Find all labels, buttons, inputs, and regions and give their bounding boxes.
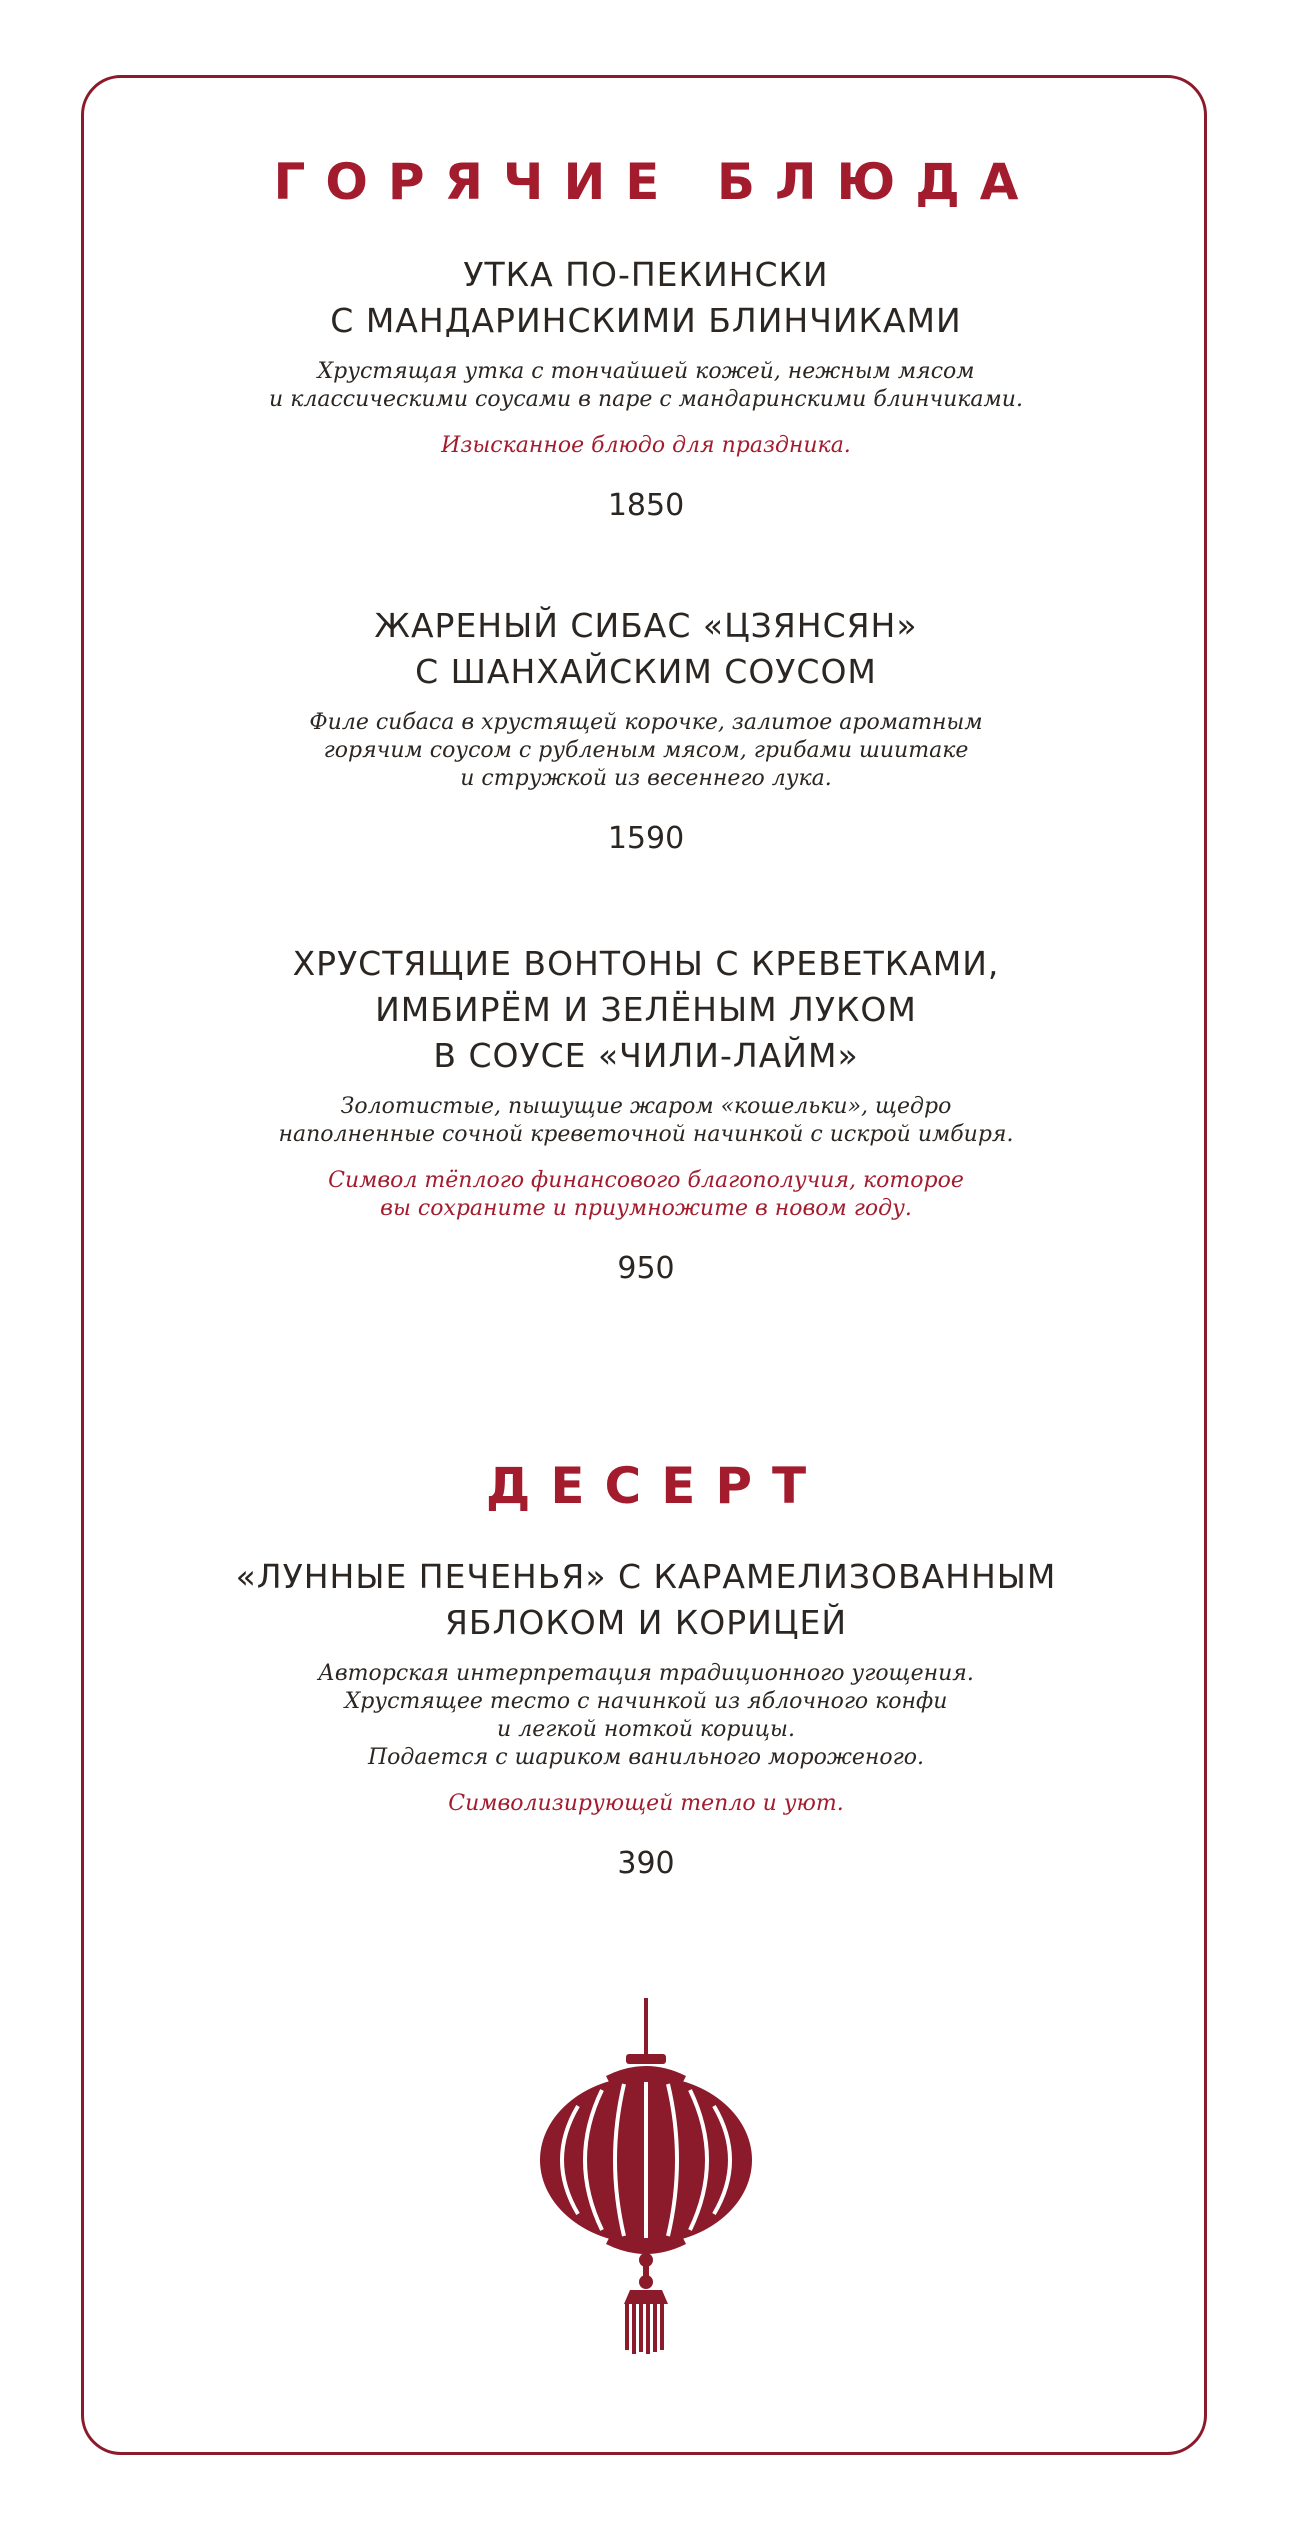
chinese-lantern-icon — [536, 1998, 756, 2354]
section-title-hot-dishes: ГОРЯЧИЕ БЛЮДА — [273, 153, 1039, 211]
dish-description: Филе сибаса в хрустящей корочке, залитое ароматным горячим соусом с рубленым мясом, грибами шиитаке и стружкой из весеннего лука. — [309, 710, 983, 791]
dish-description: Хрустящая утка с тончайшей кожей, нежным мясом и классическими соусами в паре с мандаринскими блинчиками. — [269, 359, 1023, 412]
dish-price: 1590 — [607, 821, 685, 856]
dish-price: 1850 — [607, 488, 685, 523]
dish-name: ЖАРЕНЫЙ СИБАС «ЦЗЯНСЯН» С ШАНХАЙСКИМ СОУСОМ — [374, 606, 918, 691]
menu-item — [0, 252, 1292, 526]
dish-note: Изысканное блюдо для праздника. — [441, 433, 851, 458]
menu-item — [0, 603, 1292, 859]
dish-price: 950 — [617, 1251, 675, 1286]
dish-name: УТКА ПО-ПЕКИНСКИ С МАНДАРИНСКИМИ БЛИНЧИКАМИ — [330, 255, 962, 340]
dish-price: 390 — [617, 1846, 675, 1881]
dish-description: Золотистые, пышущие жаром «кошельки», щедро наполненные сочной креветочной начинкой с искрой имбиря. — [278, 1094, 1014, 1147]
dish-description: Авторская интерпретация традиционного угощения. Хрустящее тесто с начинкой из яблочного конфи и легкой ноткой корицы. Подается с шариком ванильного мороженого. — [318, 1661, 974, 1770]
dish-note: Символ тёплого финансового благополучия, которое вы сохраните и приумножите в новом году. — [328, 1168, 964, 1221]
dish-note: Символизирующей тепло и уют. — [448, 1791, 844, 1816]
dish-name: ХРУСТЯЩИЕ ВОНТОНЫ С КРЕВЕТКАМИ, ИМБИРЁМ И ЗЕЛЁНЫМ ЛУКОМ В СОУСЕ «ЧИЛИ-ЛАЙМ» — [292, 944, 1000, 1075]
menu-item — [0, 1554, 1292, 1884]
dish-name: «ЛУННЫЕ ПЕЧЕНЬЯ» С КАРАМЕЛИЗОВАННЫМ ЯБЛОКОМ И КОРИЦЕЙ — [235, 1557, 1057, 1642]
menu-item — [0, 941, 1292, 1289]
section-title-dessert: ДЕСЕРТ — [485, 1457, 827, 1515]
